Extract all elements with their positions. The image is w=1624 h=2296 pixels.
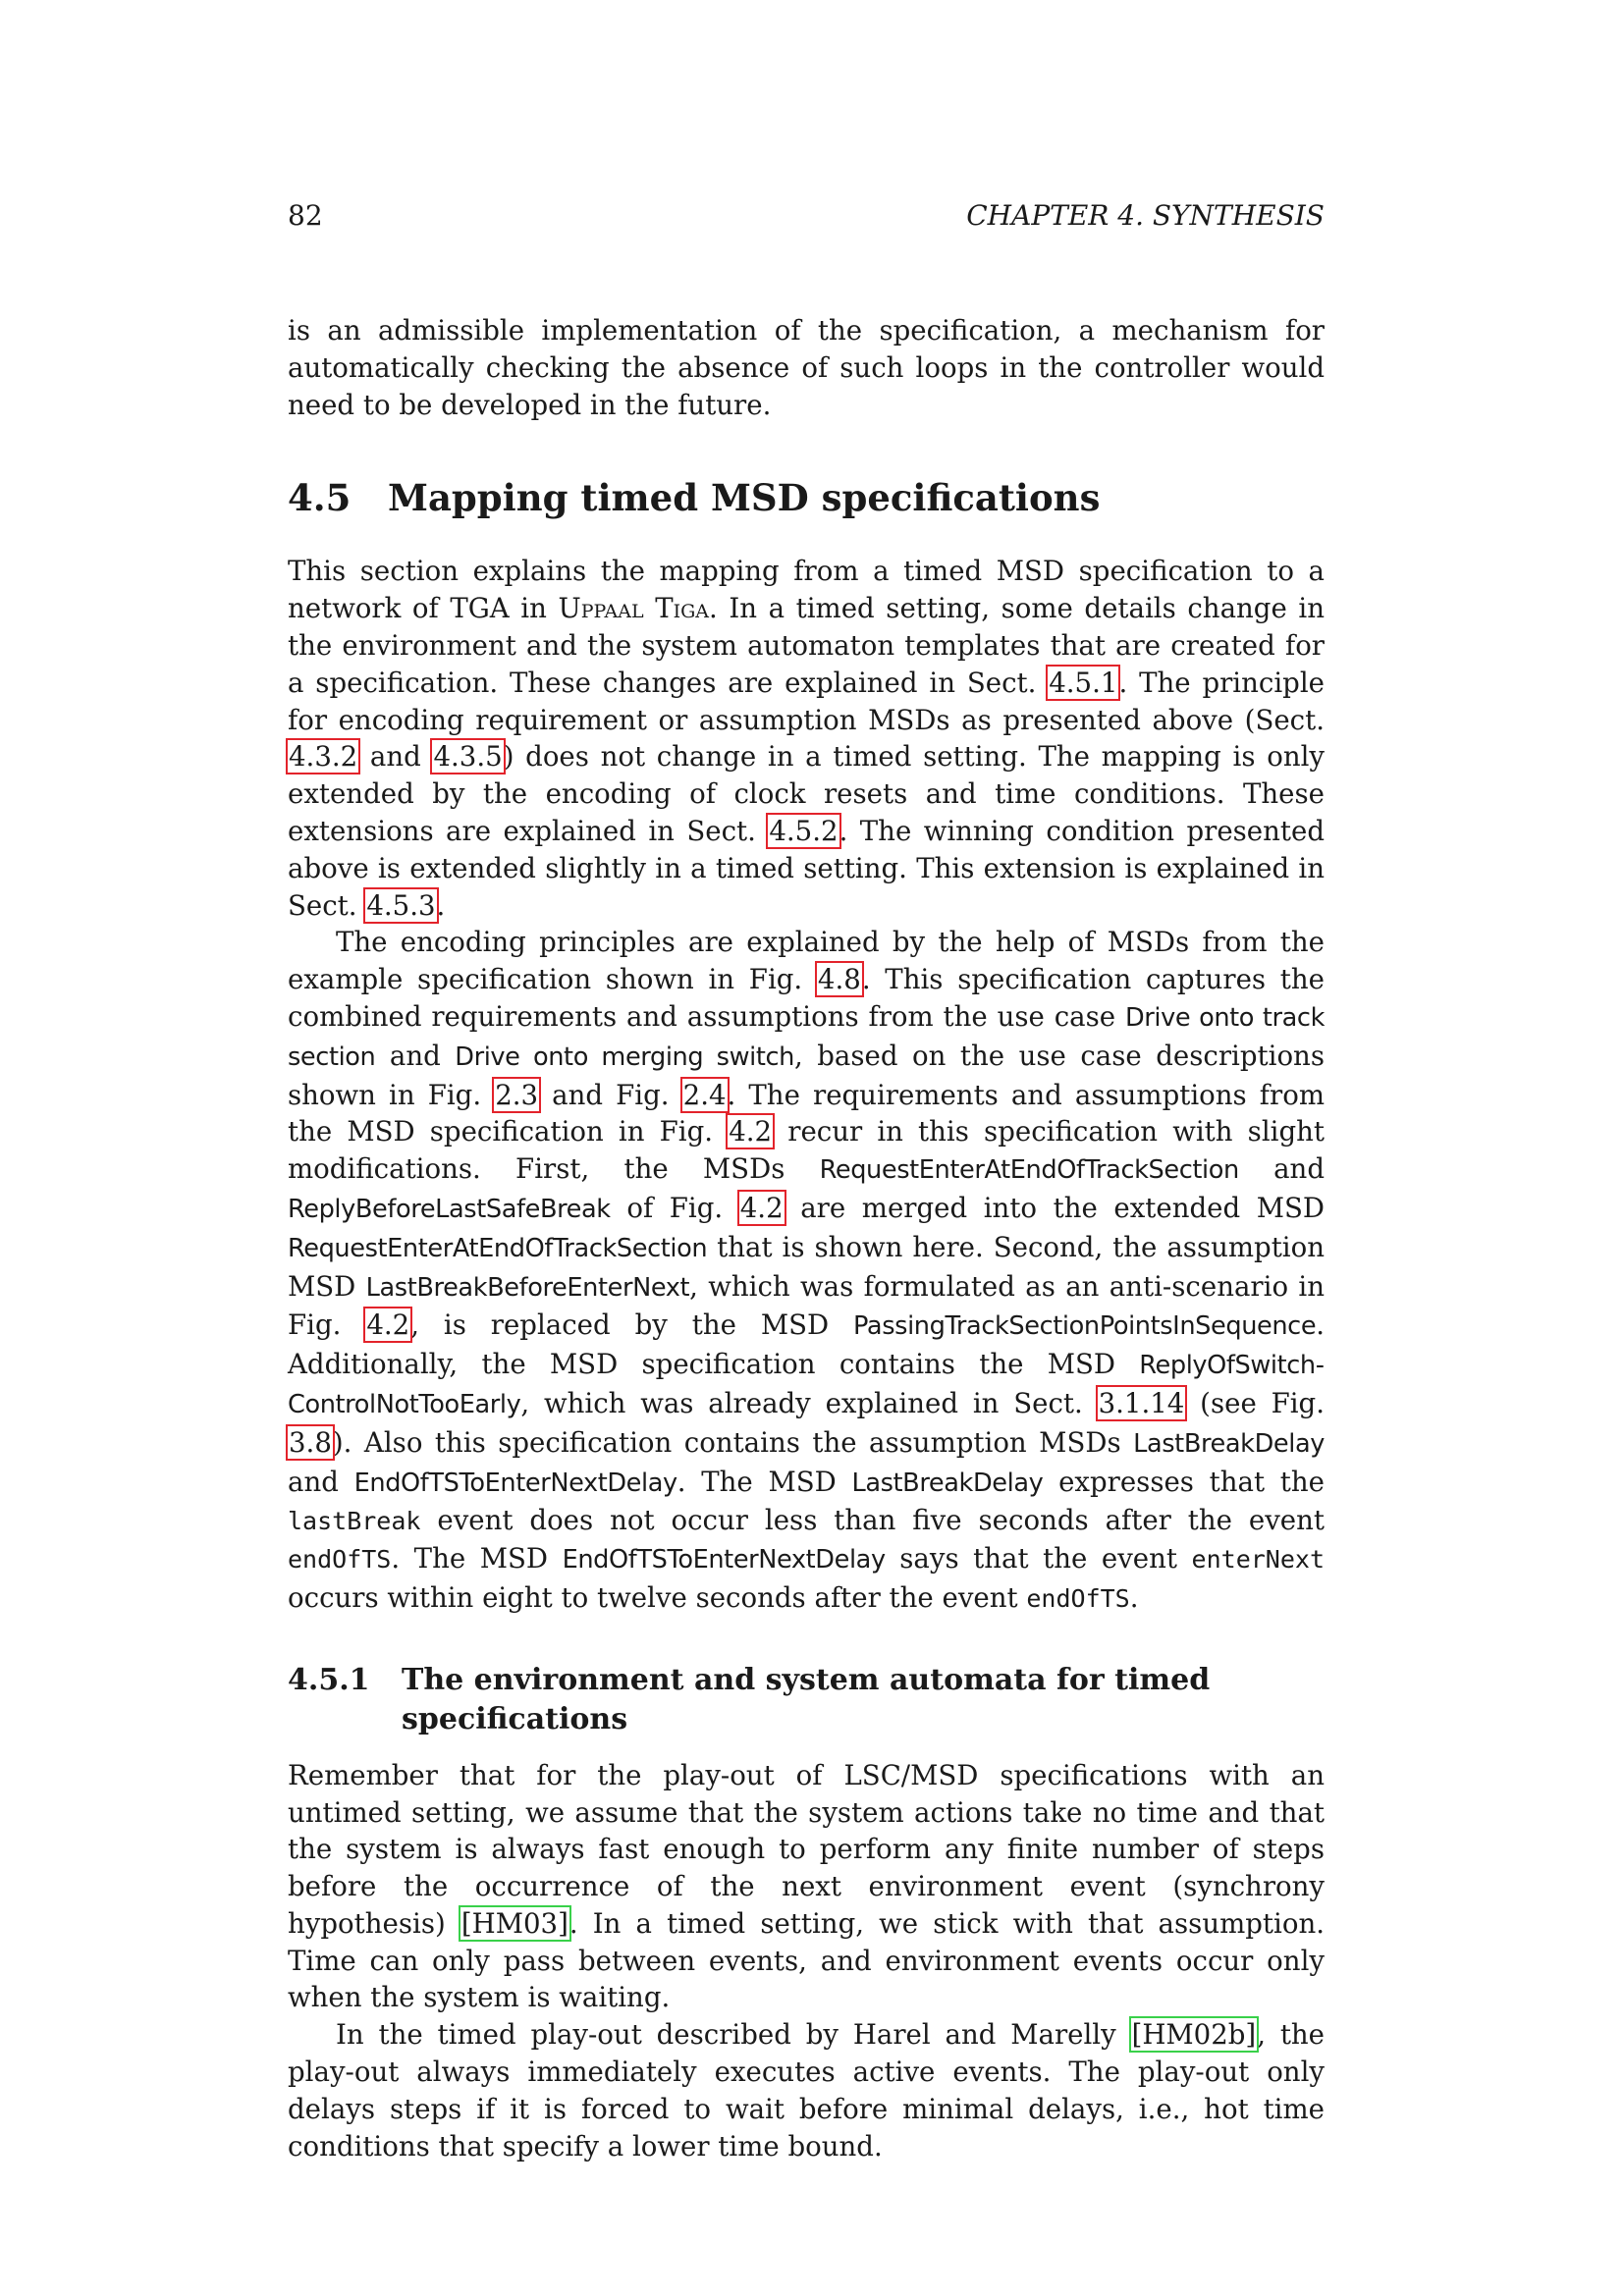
msd-name: PassingTrackSectionPointsInSequence xyxy=(853,1311,1317,1342)
text: . The MSD xyxy=(677,1465,852,1498)
paragraph-1 xyxy=(288,553,1325,924)
page-number: 82 xyxy=(288,199,323,232)
text: . The requirements and assumptions from the MSD specification in Fig. xyxy=(288,1078,1325,1148)
text: and xyxy=(288,1465,354,1498)
text: . The MSD xyxy=(391,1542,563,1575)
text: . This specification captures the combined requirements and assumptions from the use case xyxy=(288,963,1325,1033)
text: of Fig. xyxy=(610,1191,739,1224)
citation-link[interactable]: [HM02b] xyxy=(1131,2018,1257,2052)
text: and xyxy=(358,740,433,774)
uppaal-tiga-name: Uppaal Tiga xyxy=(558,592,709,625)
section-ref-link[interactable]: 3.1.14 xyxy=(1098,1386,1185,1419)
use-case-name: Drive onto track section xyxy=(288,1002,1326,1072)
text: In the timed play-out described by Harel and Marelly xyxy=(336,2018,1131,2052)
section-number: 4.5 xyxy=(288,476,352,520)
section-heading xyxy=(288,474,1325,521)
figure-ref-link[interactable]: 2.4 xyxy=(682,1078,727,1111)
text: event does not occur less than five seconds after the event xyxy=(420,1504,1325,1537)
subsection-heading xyxy=(288,1661,1325,1739)
text: occurs within eight to twelve seconds after the event xyxy=(288,1580,1027,1614)
text: . The principle for encoding requirement or assumption MSDs as presented above (Sect. xyxy=(288,666,1325,736)
figure-ref-link[interactable]: 3.8 xyxy=(289,1425,332,1459)
text: ). Also this specification contains the assumption MSDs xyxy=(332,1425,1134,1459)
section-ref-link[interactable]: 4.5.2 xyxy=(769,814,839,847)
msd-name: ReplyBeforeLastSafeBreak xyxy=(288,1194,611,1224)
use-case-name: Drive onto merging switch xyxy=(455,1041,794,1072)
text: . In a timed setting, some details change in the environment and the system automaton templates that are created for a specification. These changes are explained in Sect. xyxy=(288,592,1325,699)
paragraph-4 xyxy=(288,2016,1325,2164)
text: and xyxy=(375,1039,456,1072)
figure-ref-link[interactable]: 4.8 xyxy=(817,963,861,996)
text: and Fig. xyxy=(539,1078,682,1111)
text: This section explains the mapping from a timed MSD specification to a network of TGA in xyxy=(288,555,1325,625)
text: expresses that the xyxy=(1043,1465,1325,1498)
text: (see Fig. xyxy=(1185,1386,1325,1419)
figure-ref-link[interactable]: 4.2 xyxy=(729,1115,773,1148)
figure-ref-link[interactable]: 4.2 xyxy=(366,1308,410,1342)
event-name: enterNext xyxy=(1191,1545,1326,1575)
section-ref-link[interactable]: 4.3.5 xyxy=(433,740,503,774)
msd-name: RequestEnterAtEndOfTrackSection xyxy=(819,1155,1239,1186)
event-name: endOfTS xyxy=(288,1545,392,1575)
msd-name: LastBreakDelay xyxy=(1133,1428,1325,1459)
text: Remember that for the play-out of LSC/MSD specifications with an untimed setting, we assume that the system actions take no time and that the system is always fast enough to perform any finite number of steps before the occurrence of the next environment event (synchrony hypothesis) xyxy=(288,1758,1325,1940)
figure-ref-link[interactable]: 4.2 xyxy=(739,1191,784,1224)
section-ref-link[interactable]: 4.5.1 xyxy=(1049,666,1118,699)
section-ref-link[interactable]: 4.3.2 xyxy=(289,740,358,774)
text: , is replaced by the MSD xyxy=(410,1308,854,1342)
text: . The winning condition presented above is extended slightly in a timed setting. This extension is explained in Sect. xyxy=(288,814,1325,922)
section-title: Mapping timed MSD specifications xyxy=(388,476,1101,520)
text: . In a timed setting, we stick with that assumption. Time can only pass between events, and environment events occur only when the system is waiting. xyxy=(288,1906,1325,2014)
section-ref-link[interactable]: 4.5.3 xyxy=(366,888,436,922)
intro-paragraph: is an admissible implementation of the specification, a mechanism for automatically checking the absence of such loops in the controller would need to be developed in the future. xyxy=(288,314,1325,421)
event-name: endOfTS xyxy=(1026,1583,1130,1613)
page xyxy=(288,196,1325,2164)
msd-name: LastBreakBeforeEnterNext xyxy=(365,1272,690,1303)
msd-name: ReplyOfSwitchControlNotTooEarly xyxy=(288,1351,1325,1419)
text: ) does not change in a timed setting. The mapping is only extended by the encoding of clock resets and time conditions. These extensions are explained in Sect. xyxy=(288,740,1325,847)
running-head xyxy=(288,196,1325,236)
msd-name: RequestEnterAtEndOfTrackSection xyxy=(288,1233,708,1263)
msd-name: LastBreakDelay xyxy=(851,1468,1044,1498)
text: , the play-out always immediately executes active events. The play-out only delays steps if it is forced to wait before minimal delays, i.e., hot time conditions that specify a lower time bound. xyxy=(288,2018,1326,2163)
figure-ref-link[interactable]: 2.3 xyxy=(495,1078,539,1111)
text: recur in this specification with slight modifications. First, the MSDs xyxy=(288,1115,1325,1186)
text: . xyxy=(1129,1580,1139,1614)
text: that is shown here. Second, the assumption MSD xyxy=(288,1230,1325,1303)
text: , based on the use case descriptions shown in Fig. xyxy=(288,1039,1325,1111)
text: . xyxy=(436,888,446,922)
msd-name: EndOfTSToEnterNextDelay xyxy=(353,1468,677,1498)
subsection-number: 4.5.1 xyxy=(288,1662,370,1697)
text: , which was already explained in Sect. xyxy=(520,1386,1098,1419)
event-name: lastBreak xyxy=(288,1507,421,1536)
body-text xyxy=(288,312,1325,2164)
text: . Additionally, the MSD specification contains the MSD xyxy=(288,1308,1325,1381)
paragraph-3 xyxy=(288,1757,1325,2017)
msd-name: EndOfTSToEnterNextDelay xyxy=(562,1545,886,1575)
subsection-title: The environment and system automata for timed specifications xyxy=(402,1662,1211,1736)
paragraph-2 xyxy=(288,924,1325,1617)
text: , which was formulated as an anti-scenario in Fig. xyxy=(288,1269,1326,1342)
chapter-title: CHAPTER 4. SYNTHESIS xyxy=(966,199,1325,232)
citation-link[interactable]: [HM03] xyxy=(460,1906,568,1940)
text: and xyxy=(1238,1152,1325,1186)
text: says that the event xyxy=(885,1542,1192,1575)
text: are merged into the extended MSD xyxy=(784,1191,1326,1224)
text: The encoding principles are explained by the help of MSDs from the example specification shown in Fig. xyxy=(288,926,1325,996)
